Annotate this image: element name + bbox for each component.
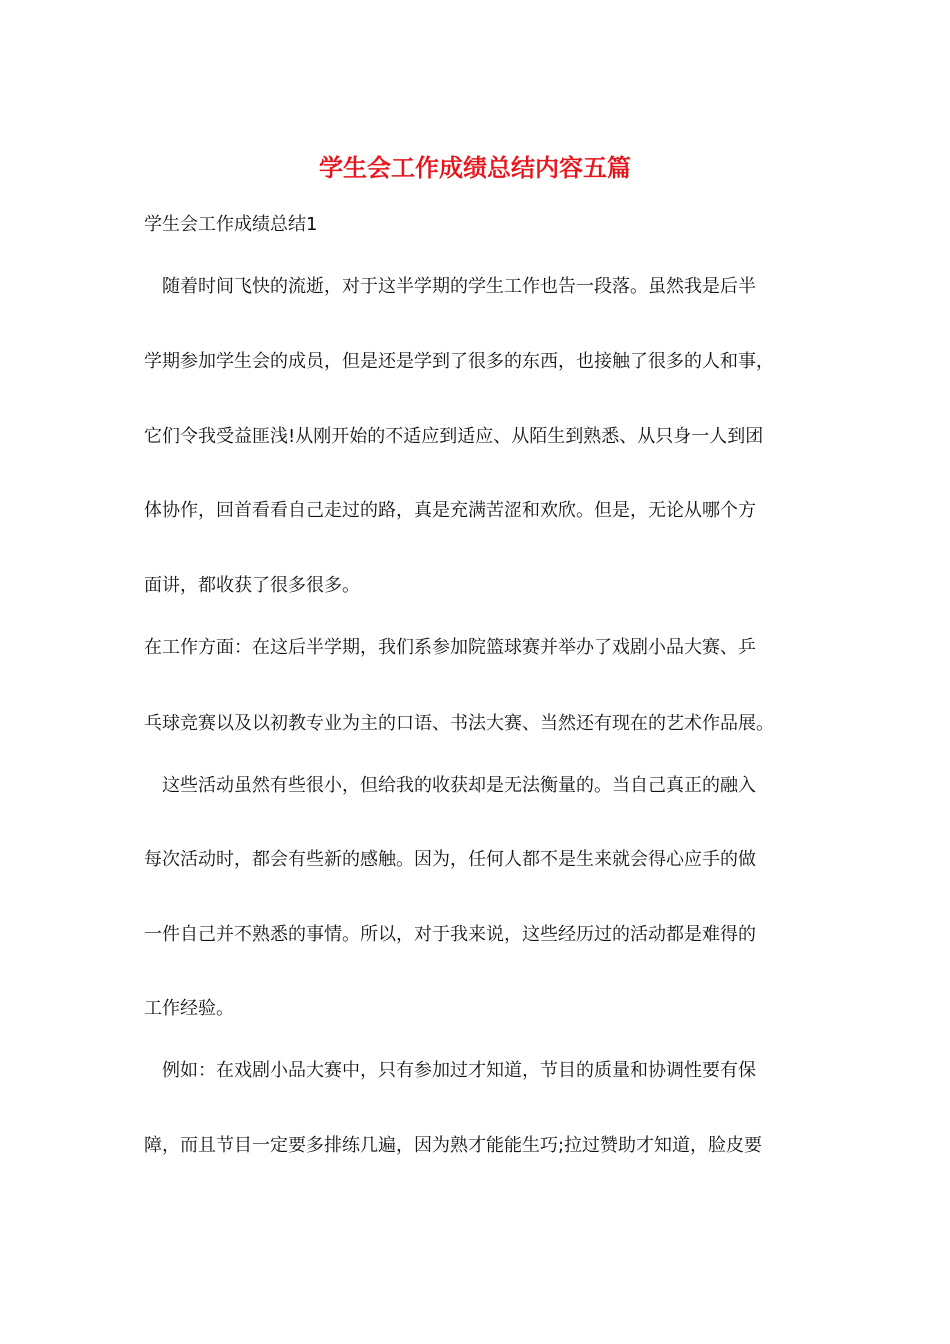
paragraph-line: 面讲，都收获了很多很多。 (144, 575, 360, 596)
paragraph-line: 障，而且节目一定要多排练几遍，因为熟才能能生巧;拉过赞助才知道，脸皮要 (144, 1135, 763, 1156)
paragraph-line: 每次活动时，都会有些新的感触。因为，任何人都不是生来就会得心应手的做 (144, 849, 756, 870)
paragraph-line: 在工作方面：在这后半学期，我们系参加院篮球赛并举办了戏剧小品大赛、乒 (144, 637, 756, 658)
paragraph-line: 这些活动虽然有些很小，但给我的收获却是无法衡量的。当自己真正的融入 (162, 775, 756, 796)
paragraph-line: 一件自己并不熟悉的事情。所以，对于我来说，这些经历过的活动都是难得的 (144, 924, 756, 945)
paragraph-line: 乓球竞赛以及以初教专业为主的口语、书法大赛、当然还有现在的艺术作品展。 (144, 713, 774, 734)
paragraph-line: 随着时间飞快的流逝，对于这半学期的学生工作也告一段落。虽然我是后半 (162, 276, 756, 297)
document-title: 学生会工作成绩总结内容五篇 (319, 154, 631, 182)
paragraph-line: 工作经验。 (144, 998, 234, 1019)
paragraph-line: 学期参加学生会的成员，但是还是学到了很多的东西，也接触了很多的人和事， (144, 351, 774, 372)
section-heading: 学生会工作成绩总结1 (144, 214, 318, 235)
paragraph-line: 它们令我受益匪浅!从刚开始的不适应到适应、从陌生到熟悉、从只身一人到团 (144, 426, 764, 447)
paragraph-line: 体协作，回首看看自己走过的路，真是充满苦涩和欢欣。但是，无论从哪个方 (144, 500, 756, 521)
paragraph-line: 例如：在戏剧小品大赛中，只有参加过才知道，节目的质量和协调性要有保 (162, 1060, 756, 1081)
